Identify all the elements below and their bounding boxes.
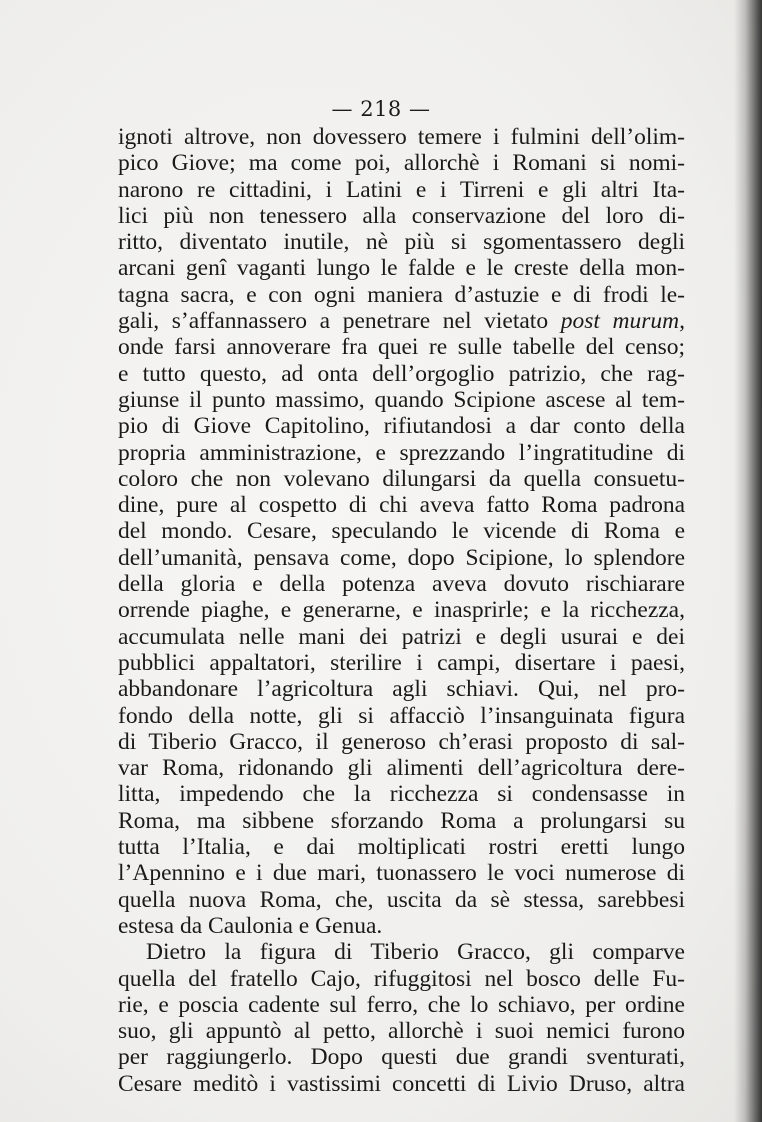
page-number: — 218 —: [331, 97, 431, 121]
text-line: suo, gli appuntò al petto, allorchè i suoi nemici furono: [118, 1018, 685, 1045]
body-text: [118, 124, 685, 1097]
text-line: var Roma, ridonando gli alimenti dell’agricoltura dere-: [118, 755, 685, 782]
text-line: dine, pure al cospetto di chi aveva fatto Roma padrona: [118, 492, 685, 519]
text-line: litta, impedendo che la ricchezza si condensasse in: [118, 781, 685, 808]
text-line: Roma, ma sibbene sforzando Roma a prolungarsi su: [118, 807, 685, 834]
text-line: ritto, diventato inutile, nè più si sgomentassero degli: [118, 229, 685, 256]
text-line: e tutto questo, ad onta dell’orgoglio patrizio, che rag-: [118, 360, 685, 387]
text-line: tutta l’Italia, e dai moltiplicati rostri eretti lungo: [118, 834, 685, 861]
text-line: pico Giove; ma come poi, allorchè i Romani si nomi-: [118, 150, 685, 177]
text-line: abbandonare l’agricoltura agli schiavi. Qui, nel pro-: [118, 676, 685, 703]
text-line: pubblici appaltatori, sterilire i campi, disertare i paesi,: [118, 649, 685, 676]
text-line: l’Apennino e i due mari, tuonassero le voci numerose di: [118, 860, 685, 887]
text-line: quella del fratello Cajo, rifuggitosi nel bosco delle Fu-: [118, 965, 685, 992]
text-line: orrende piaghe, e generarne, e inasprirle; e la ricchezza,: [118, 597, 685, 624]
text-line: della gloria e della potenza aveva dovuto rischiarare: [118, 571, 685, 598]
text-line: estesa da Caulonia e Genua.: [118, 912, 383, 939]
text-line: di Tiberio Gracco, il generoso ch’erasi proposto di sal-: [118, 728, 685, 755]
text-line: narono re cittadini, i Latini e i Tirreni e gli altri Ita-: [118, 176, 685, 203]
text-line: pio di Giove Capitolino, rifiutandosi a dar conto della: [118, 413, 685, 440]
text-line: gali, s’affannassero a penetrare nel vietato post murum,: [118, 308, 686, 335]
text-line: lici più non tenessero alla conservazione del loro di-: [118, 202, 685, 229]
text-line: coloro che non volevano dilungarsi da quella consuetu-: [118, 465, 685, 492]
text-line: fondo della notte, gli si affacciò l’insanguinata figura: [118, 702, 685, 729]
page-binding-shadow: [734, 0, 762, 1122]
text-line: onde farsi annoverare fra quei re sulle tabelle del censo;: [118, 334, 685, 361]
text-line: rie, e poscia cadente sul ferro, che lo schiavo, per ordine: [118, 991, 685, 1018]
text-line: tagna sacra, e con ogni maniera d’astuzie e di frodi le-: [118, 281, 685, 308]
text-line: quella nuova Roma, che, uscita da sè stessa, sarebbesi: [118, 886, 685, 913]
latin-phrase: post murum,: [560, 308, 686, 335]
text-line: Cesare meditò i vastissimi concetti di Livio Druso, altra: [118, 1070, 685, 1097]
text-line: giunse il punto massimo, quando Scipione ascese al tem-: [118, 386, 685, 413]
text-line: del mondo. Cesare, speculando le vicende di Roma e: [118, 518, 685, 545]
text-line: propria amministrazione, e sprezzando l’ingratitudine di: [118, 439, 685, 466]
text-line: arcani genî vaganti lungo le falde e le creste della mon-: [118, 255, 685, 282]
text-line: accumulata nelle mani dei patrizi e degli usurai e dei: [118, 623, 685, 650]
text-line: Dietro la figura di Tiberio Gracco, gli comparve: [146, 939, 685, 966]
text-line: per raggiungerlo. Dopo questi due grandi sventurati,: [118, 1044, 685, 1071]
text-line: dell’umanità, pensava come, dopo Scipione, lo splendore: [118, 544, 685, 571]
text-line: ignoti altrove, non dovessero temere i fulmini dell’olim-: [118, 124, 685, 150]
